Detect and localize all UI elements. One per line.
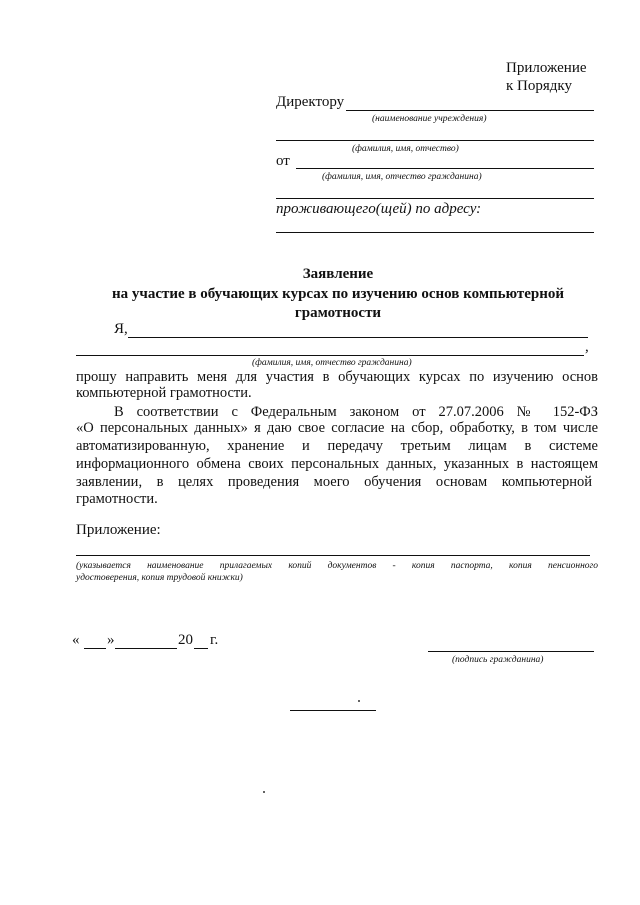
title-line1: Заявление [302, 266, 374, 282]
consent-line2: «О персональных данных» я даю свое согласие на сбор, обработку, в том числе [76, 420, 598, 436]
address-field-line [276, 232, 594, 233]
signature-caption: (подпись гражданина) [452, 655, 544, 665]
from-label: от [276, 153, 290, 169]
date-year-prefix: 20 [178, 632, 193, 648]
i-label: Я, [114, 321, 128, 337]
scan-speck [358, 700, 360, 702]
request-line2: компьютерной грамотности. [76, 385, 252, 401]
title-line2: на участие в обучающих курсах по изучению основ компьютерной [111, 286, 565, 302]
signature-field-line [428, 651, 594, 652]
date-day-line [84, 648, 106, 649]
director-name-field-line [276, 140, 594, 141]
director-label: Директору [276, 94, 345, 110]
director-name-caption: (фамилия, имя, отчество) [352, 144, 459, 154]
attachment-caption-line2: удостоверения, копия трудовой книжки) [76, 573, 243, 583]
citizen-name-caption: (фамилия, имя, отчество гражданина) [322, 172, 482, 182]
request-line1: прошу направить меня для участия в обучающих курсах по изучению основ [76, 369, 598, 385]
attachment-label: Приложение: [76, 522, 161, 538]
address-label: проживающего(щей) по адресу: [276, 201, 482, 217]
name-caption: (фамилия, имя, отчество гражданина) [252, 358, 412, 368]
i-name-field-line [128, 337, 588, 338]
name-comma: , [585, 339, 589, 355]
consent-line1: В соответствии с Федеральным законом от 27.07.2006 № 152-ФЗ [114, 404, 598, 420]
date-year-line [194, 648, 208, 649]
title-line3: грамотности [294, 305, 382, 321]
date-year-suffix: г. [210, 632, 219, 648]
bottom-divider-line [290, 710, 376, 711]
scan-speck-2 [263, 791, 265, 793]
date-month-line [115, 648, 177, 649]
institution-field-line [346, 110, 594, 111]
attachment-field-line [76, 555, 590, 556]
consent-line6: грамотности. [76, 491, 158, 507]
institution-caption: (наименование учреждения) [372, 114, 487, 124]
date-close-quote: » [107, 632, 115, 648]
citizen-extra-line [276, 198, 594, 199]
date-open-quote: « [72, 632, 80, 648]
i-name-field-line-2 [76, 355, 584, 356]
consent-line5: заявлении, в целях проведения моего обучения основам компьютерной [76, 474, 592, 490]
appendix-line2: к Порядку [506, 78, 572, 94]
consent-line4: информационного обмена своих персональных данных, указанных в настоящем [76, 456, 598, 472]
appendix-line1: Приложение [506, 60, 587, 76]
consent-line3: автоматизированную, хранение и передачу третьим лицам в системе [76, 438, 598, 454]
citizen-name-field-line [296, 168, 594, 169]
attachment-caption-line1: (указывается наименование прилагаемых копий документов - копия паспорта, копия пенсионного [76, 561, 598, 571]
